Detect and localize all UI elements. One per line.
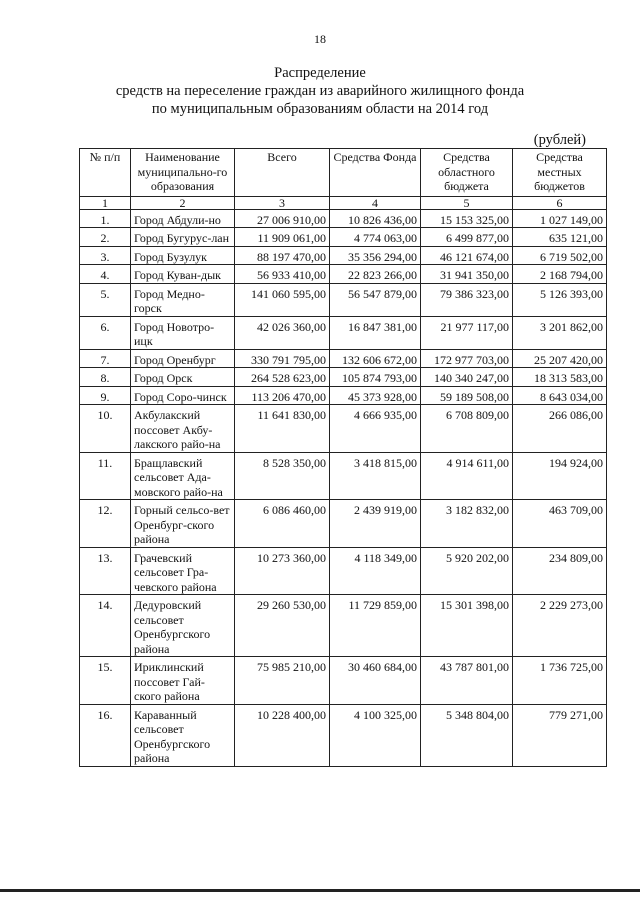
row-index: 15. (80, 657, 131, 705)
table-row (80, 283, 607, 316)
page-number: 18 (314, 32, 326, 46)
row-regional: 43 787 801,00 (421, 657, 513, 705)
row-fund: 4 774 063,00 (330, 228, 421, 247)
row-name: Акбулакский поссовет Акбу-лакского райо-на (131, 405, 235, 453)
row-total: 56 933 410,00 (235, 265, 330, 284)
row-total: 27 006 910,00 (235, 209, 330, 228)
row-index: 7. (80, 349, 131, 368)
row-total: 88 197 470,00 (235, 246, 330, 265)
table-row (80, 547, 607, 595)
row-local: 3 201 862,00 (513, 316, 607, 349)
row-local: 1 027 149,00 (513, 209, 607, 228)
table-row (80, 452, 607, 500)
row-index: 12. (80, 500, 131, 548)
row-regional: 172 977 703,00 (421, 349, 513, 368)
row-local: 18 313 583,00 (513, 368, 607, 387)
column-number: 5 (421, 196, 513, 209)
row-index: 11. (80, 452, 131, 500)
header-name: Наименование муниципально-го образования (131, 149, 235, 197)
row-index: 1. (80, 209, 131, 228)
units-label: (рублей) (533, 132, 586, 148)
header-index: № п/п (80, 149, 131, 197)
row-fund: 16 847 381,00 (330, 316, 421, 349)
row-local: 2 168 794,00 (513, 265, 607, 284)
row-regional: 79 386 323,00 (421, 283, 513, 316)
row-total: 11 909 061,00 (235, 228, 330, 247)
row-index: 4. (80, 265, 131, 284)
row-total: 11 641 830,00 (235, 405, 330, 453)
table-row (80, 386, 607, 405)
row-index: 10. (80, 405, 131, 453)
column-number: 4 (330, 196, 421, 209)
column-number: 1 (80, 196, 131, 209)
table-row (80, 246, 607, 265)
row-name: Город Бугурус-лан (131, 228, 235, 247)
row-name: Город Медно-горск (131, 283, 235, 316)
row-local: 25 207 420,00 (513, 349, 607, 368)
row-index: 8. (80, 368, 131, 387)
row-total: 8 528 350,00 (235, 452, 330, 500)
table-row (80, 265, 607, 284)
row-name: Город Орск (131, 368, 235, 387)
row-index: 14. (80, 595, 131, 657)
header-total: Всего (235, 149, 330, 197)
header-local: Средства местных бюджетов (513, 149, 607, 197)
row-name: Город Соро-чинск (131, 386, 235, 405)
row-name: Город Оренбург (131, 349, 235, 368)
table-row (80, 368, 607, 387)
row-fund: 4 100 325,00 (330, 704, 421, 766)
column-number: 6 (513, 196, 607, 209)
title-line-3: по муниципальным образованиям области на 2014 год (151, 101, 489, 117)
row-name: Город Новотро-ицк (131, 316, 235, 349)
row-index: 5. (80, 283, 131, 316)
table-row (80, 316, 607, 349)
row-local: 463 709,00 (513, 500, 607, 548)
table-row (80, 657, 607, 705)
row-fund: 22 823 266,00 (330, 265, 421, 284)
table-row (80, 500, 607, 548)
row-regional: 3 182 832,00 (421, 500, 513, 548)
row-fund: 4 666 935,00 (330, 405, 421, 453)
row-fund: 105 874 793,00 (330, 368, 421, 387)
row-regional: 46 121 674,00 (421, 246, 513, 265)
row-regional: 15 153 325,00 (421, 209, 513, 228)
row-fund: 132 606 672,00 (330, 349, 421, 368)
row-local: 8 643 034,00 (513, 386, 607, 405)
row-local: 234 809,00 (513, 547, 607, 595)
row-total: 264 528 623,00 (235, 368, 330, 387)
row-name: Город Абдули-но (131, 209, 235, 228)
row-regional: 6 708 809,00 (421, 405, 513, 453)
title-line-2: средств на переселение граждан из аварийного жилищного фонда (115, 83, 525, 99)
row-index: 2. (80, 228, 131, 247)
row-fund: 56 547 879,00 (330, 283, 421, 316)
row-total: 10 273 360,00 (235, 547, 330, 595)
table-row (80, 595, 607, 657)
row-fund: 4 118 349,00 (330, 547, 421, 595)
table-row (80, 228, 607, 247)
row-fund: 11 729 859,00 (330, 595, 421, 657)
row-fund: 35 356 294,00 (330, 246, 421, 265)
row-name: Горный сельсо-вет Оренбург-ского района (131, 500, 235, 548)
table-row (80, 405, 607, 453)
row-name: Город Куван-дык (131, 265, 235, 284)
table-row (80, 349, 607, 368)
row-total: 113 206 470,00 (235, 386, 330, 405)
row-fund: 30 460 684,00 (330, 657, 421, 705)
row-regional: 4 914 611,00 (421, 452, 513, 500)
row-total: 29 260 530,00 (235, 595, 330, 657)
row-regional: 5 920 202,00 (421, 547, 513, 595)
column-numbers-row (80, 196, 607, 209)
row-total: 330 791 795,00 (235, 349, 330, 368)
row-local: 266 086,00 (513, 405, 607, 453)
row-fund: 10 826 436,00 (330, 209, 421, 228)
column-number: 2 (131, 196, 235, 209)
row-name: Ириклинский поссовет Гай-ского района (131, 657, 235, 705)
document-title (0, 64, 640, 118)
row-name: Город Бузулук (131, 246, 235, 265)
row-name: Грачевский сельсовет Гра-чевского района (131, 547, 235, 595)
row-local: 194 924,00 (513, 452, 607, 500)
row-total: 42 026 360,00 (235, 316, 330, 349)
row-fund: 3 418 815,00 (330, 452, 421, 500)
row-index: 16. (80, 704, 131, 766)
row-local: 1 736 725,00 (513, 657, 607, 705)
row-index: 13. (80, 547, 131, 595)
header-regional: Средства областного бюджета (421, 149, 513, 197)
table-row (80, 209, 607, 228)
table-row (80, 704, 607, 766)
row-local: 2 229 273,00 (513, 595, 607, 657)
row-regional: 21 977 117,00 (421, 316, 513, 349)
title-line-1: Распределение (274, 65, 366, 81)
row-name: Дедуровский сельсовет Оренбургского района (131, 595, 235, 657)
table-body (80, 209, 607, 766)
row-local: 635 121,00 (513, 228, 607, 247)
distribution-table (79, 148, 607, 767)
row-index: 3. (80, 246, 131, 265)
row-local: 779 271,00 (513, 704, 607, 766)
row-name: Караванный сельсовет Оренбургского района (131, 704, 235, 766)
row-index: 9. (80, 386, 131, 405)
bottom-rule (0, 889, 640, 892)
row-regional: 15 301 398,00 (421, 595, 513, 657)
row-name: Бращлавский сельсовет Ада-мовского райо-на (131, 452, 235, 500)
row-total: 75 985 210,00 (235, 657, 330, 705)
row-regional: 59 189 508,00 (421, 386, 513, 405)
row-regional: 31 941 350,00 (421, 265, 513, 284)
row-local: 6 719 502,00 (513, 246, 607, 265)
header-fund: Средства Фонда (330, 149, 421, 197)
row-total: 141 060 595,00 (235, 283, 330, 316)
row-local: 5 126 393,00 (513, 283, 607, 316)
row-fund: 45 373 928,00 (330, 386, 421, 405)
row-total: 6 086 460,00 (235, 500, 330, 548)
row-regional: 140 340 247,00 (421, 368, 513, 387)
row-fund: 2 439 919,00 (330, 500, 421, 548)
row-regional: 5 348 804,00 (421, 704, 513, 766)
column-number: 3 (235, 196, 330, 209)
row-total: 10 228 400,00 (235, 704, 330, 766)
row-regional: 6 499 877,00 (421, 228, 513, 247)
table-header-row (80, 149, 607, 197)
row-index: 6. (80, 316, 131, 349)
